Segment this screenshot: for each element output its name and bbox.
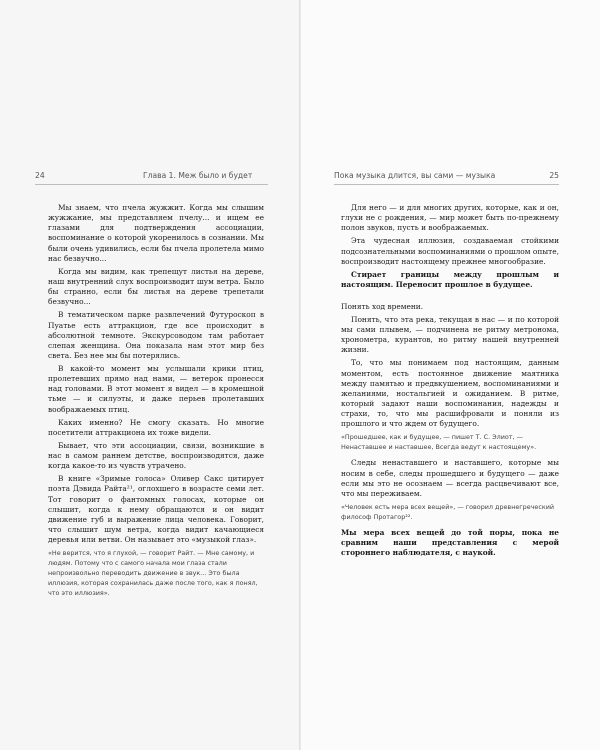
closing-bold-statement: Мы мера всех вещей до той поры, пока не сравним наши представления с мерой стороннего наблюдателя, с наукой. (341, 527, 559, 558)
right-chapter-title: Пока музыка длится, вы сами — музыка (334, 171, 496, 180)
left-page-number: 24 (35, 171, 45, 180)
paragraph: То, что мы понимаем под настоящим, данным моментом, есть постоянное движение маятника между памятью и предвкушением, воспоминаниями и желаниями, ностальгией и ожиданием. В ритме, который задают наши воспоминания, надежды и страхи, то, что мы расшифровали и поняли из прошлого и что ждем от будущего. (341, 358, 559, 429)
right-header-rule (334, 184, 559, 185)
paragraph: Когда мы видим, как трепещут листья на дереве, наш внутренний слух воспроизводит шум ветра. Было бы странно, если бы листья на дереве трепетали безвучно... (48, 266, 264, 307)
paragraph: В тематическом парке развлечений Футуроскоп в Пуатье есть аттракцион, где все происходит в абсолютной темноте. Экскурсоводом там работает слепая женщина. Она показала нам этот мир без света. Без нее мы бы потерялись. (48, 310, 264, 360)
eliot-quote: «Прошедшее, как и будущее, — пишет Т. С. Элиот, — Ненаставшее и наставшее, Всегда ведут к настоящему». (341, 433, 537, 452)
left-header-rule (35, 184, 268, 185)
right-running-head (334, 170, 559, 182)
understand-heading: Понять ход времени. (341, 301, 424, 311)
left-body-text (48, 203, 264, 604)
paragraph: Каких именно? Не смогу сказать. Но многие посетители аттракциона их тоже видели. (48, 417, 264, 437)
paragraph: В книге «Зримые голоса» Оливер Сакс цитирует поэта Дэвида Райта²¹, оглохшего в возрасте семи лет. Тот говорит о фантомных голосах, которые он слышит, когда к нему обращаются и он видит движение губ и выражение лица человека. Говорит, что слышит шум ветра, когда видит качающиеся деревья или ветви. Он называет это «музыкой глаз». (48, 474, 264, 545)
bold-statement: Стирает границы между прошлым и настоящим. Переносит прошлое в будущее. (341, 269, 559, 289)
book-gutter (299, 0, 301, 750)
paragraph: В какой-то момент мы услышали крики птиц, пролетевших прямо над нами, — ветерок пронесся над головами. В этот момент я видел — в кромешной тьме — и силуэты, и даже перьев пролетавших воображаемых птиц. (48, 364, 264, 414)
paragraph: Для него — и для многих других, которые, как и он, глухи не с рождения, — мир может быть по-прежнему полон звуков, пусть и воображаемых. (341, 203, 559, 233)
paragraph: Мы знаем, что пчела жужжит. Когда мы слышим жужжание, мы представляем пчелу... и ищем ее глазами для подтверждения ассоциации, воспоминание о которой укоренилось в сознании. Мы были очень удивились, если бы пчела пролетела мимо нас безвучно... (48, 203, 264, 263)
paragraph: Следы ненаставшего и наставшего, которые мы носим в себе, следы прошедшего и будущего — даже если мы это не осознаем — всегда расцвечивают все, что мы переживаем. (341, 458, 559, 498)
spacer (341, 293, 559, 302)
paragraph: Понять, что эта река, текущая в нас — и по которой мы сами плывем, — подчинена не ритму метронома, хронометра, курантов, но ритму нашей внутренней жизни. (341, 314, 559, 355)
right-body-text (341, 203, 559, 561)
left-running-head (35, 170, 268, 182)
wright-quote: «Не верится, что я глухой, — говорит Райт. — Мне самому, и людям. Потому что с самого начала мои глаза стали непроизвольно переводить движение в звук... Это была иллюзия, которая сохранилась даже после того, как я понял, что это иллюзия». (48, 549, 258, 598)
paragraph: Бывает, что эти ассоциации, связи, возникшие в нас в самом раннем детстве, воспроизводятся, даже когда какое-то из чувств утрачено. (48, 440, 264, 471)
protagoras-quote: «Человек есть мера всех вещей», — говорил древнегреческий философ Протагор²². (341, 502, 555, 521)
right-page-number: 25 (549, 171, 559, 180)
paragraph: Эта чудесная иллюзия, создаваемая стойкими подсознательными воспоминаниями о прошлом опыте, воспроизводит настоящему прежнее многообразие. (341, 236, 559, 266)
left-chapter-title: Глава 1. Меж было и будет (143, 171, 253, 180)
